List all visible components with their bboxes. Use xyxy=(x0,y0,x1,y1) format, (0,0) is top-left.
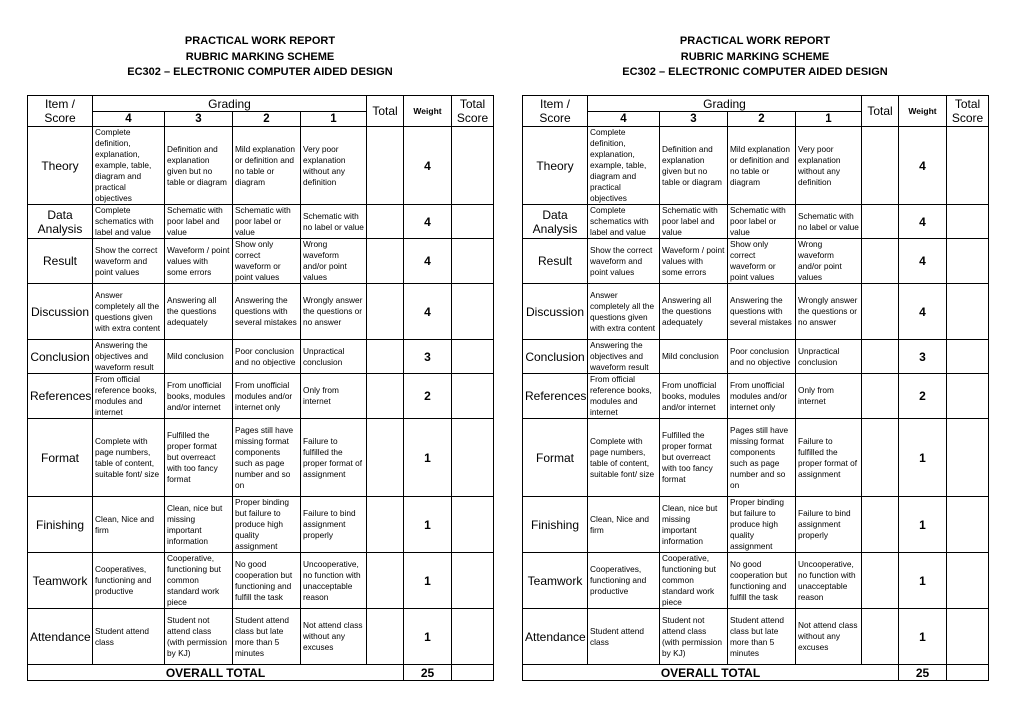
item-name: Conclusion xyxy=(28,340,93,374)
score-cell xyxy=(452,553,494,609)
table-row xyxy=(523,419,989,497)
overall-total-label: OVERALL TOTAL xyxy=(523,665,899,681)
table-row xyxy=(523,553,989,609)
criteria-c1: Not attend class without any excuses xyxy=(301,609,367,665)
total-cell xyxy=(367,284,404,340)
header-line-1: PRACTICAL WORK REPORT xyxy=(184,35,336,47)
item-name: Theory xyxy=(28,127,93,205)
criteria-c1: Failure to fulfilled the proper format of assignment xyxy=(301,419,367,497)
table-row xyxy=(523,497,989,553)
grade-level-1: 1 xyxy=(301,112,367,127)
weight-value: 4 xyxy=(899,127,947,205)
rubric-copy-left xyxy=(27,0,493,719)
item-score-line-2: Score xyxy=(44,111,76,125)
table-row xyxy=(523,374,989,419)
criteria-c2: Answering the questions with several mistakes xyxy=(728,284,796,340)
table-row xyxy=(28,127,494,205)
criteria-c2: Poor conclusion and no objective xyxy=(233,340,301,374)
criteria-c3: Waveform / point values with some errors xyxy=(165,239,233,284)
criteria-c3: Waveform / point values with some errors xyxy=(660,239,728,284)
criteria-c3: Answering all the questions adequately xyxy=(660,284,728,340)
criteria-c3: From unofficial books, modules and/or internet xyxy=(660,374,728,419)
criteria-c4: Complete definition, explanation, example, table, diagram and practical objectives xyxy=(93,127,165,205)
criteria-c2: Answering the questions with several mistakes xyxy=(233,284,301,340)
weight-value: 2 xyxy=(899,374,947,419)
item-name: References xyxy=(28,374,93,419)
item-score-header xyxy=(523,96,588,127)
weight-sum: 25 xyxy=(404,665,452,681)
criteria-c1: Only from internet xyxy=(796,374,862,419)
total-cell xyxy=(367,553,404,609)
total-cell xyxy=(862,553,899,609)
weight-value: 1 xyxy=(404,497,452,553)
criteria-c2: Poor conclusion and no objective xyxy=(728,340,796,374)
criteria-c4: Complete with page numbers, table of content, suitable font/ size xyxy=(93,419,165,497)
criteria-c1: Failure to bind assignment properly xyxy=(796,497,862,553)
overall-total-label: OVERALL TOTAL xyxy=(28,665,404,681)
item-score-header xyxy=(28,96,93,127)
criteria-c2: Show only correct waveform or point values xyxy=(728,239,796,284)
criteria-c4: From official reference books, modules and internet xyxy=(93,374,165,419)
rubric-table xyxy=(27,95,494,681)
criteria-c4: Cooperatives, functioning and productive xyxy=(588,553,660,609)
criteria-c2: Mild explanation or definition and no table or diagram xyxy=(233,127,301,205)
criteria-c3: Fulfilled the proper format but overreact with too fancy format xyxy=(660,419,728,497)
score-cell xyxy=(452,205,494,239)
total-cell xyxy=(862,497,899,553)
table-row xyxy=(28,284,494,340)
criteria-c4: Complete definition, explanation, example, table, diagram and practical objectives xyxy=(588,127,660,205)
criteria-c4: Answering the objectives and waveform result xyxy=(93,340,165,374)
item-score-line-1: Item / xyxy=(44,97,75,111)
weight-header: Weight xyxy=(899,96,947,127)
criteria-c2: Schematic with poor label or value xyxy=(728,205,796,239)
criteria-c3: Definition and explanation given but no table or diagram xyxy=(660,127,728,205)
report-header xyxy=(27,34,493,81)
grading-header: Grading xyxy=(93,96,367,112)
weight-value: 1 xyxy=(404,553,452,609)
header-line-3: EC302 – ELECTRONIC COMPUTER AIDED DESIGN xyxy=(622,66,888,78)
criteria-c1: Not attend class without any excuses xyxy=(796,609,862,665)
criteria-c1: Unpractical conclusion xyxy=(796,340,862,374)
weight-value: 1 xyxy=(899,497,947,553)
total-cell xyxy=(367,609,404,665)
total-score-line-1: Total xyxy=(954,97,981,111)
criteria-c4: Answer completely all the questions given with extra content xyxy=(588,284,660,340)
item-name: Data Analysis xyxy=(523,205,588,239)
total-cell xyxy=(862,239,899,284)
header-row xyxy=(523,96,989,112)
criteria-c4: From official reference books, modules and internet xyxy=(588,374,660,419)
weight-header: Weight xyxy=(404,96,452,127)
criteria-c1: Schematic with no label or value xyxy=(796,205,862,239)
header-line-2: RUBRIC MARKING SCHEME xyxy=(185,50,335,63)
criteria-c4: Student attend class xyxy=(93,609,165,665)
item-name: Result xyxy=(28,239,93,284)
item-score-line-1: Item / xyxy=(539,97,570,111)
table-row xyxy=(523,239,989,284)
criteria-c1: Very poor explanation without any definition xyxy=(301,127,367,205)
criteria-c4: Show the correct waveform and point values xyxy=(588,239,660,284)
grade-level-2: 2 xyxy=(728,112,796,127)
criteria-c4: Complete schematics with label and value xyxy=(93,205,165,239)
total-cell xyxy=(367,497,404,553)
table-row xyxy=(28,419,494,497)
total-score-header xyxy=(452,96,494,127)
criteria-c3: Answering all the questions adequately xyxy=(165,284,233,340)
criteria-c3: Schematic with poor label and value xyxy=(165,205,233,239)
header-line-3: EC302 – ELECTRONIC COMPUTER AIDED DESIGN xyxy=(127,66,393,78)
score-cell xyxy=(947,609,989,665)
overall-score-cell xyxy=(452,665,494,681)
criteria-c1: Uncooperative, no function with unacceptable reason xyxy=(796,553,862,609)
criteria-c4: Show the correct waveform and point values xyxy=(93,239,165,284)
criteria-c2: Mild explanation or definition and no table or diagram xyxy=(728,127,796,205)
criteria-c3: Clean, nice but missing important information xyxy=(165,497,233,553)
criteria-c1: Uncooperative, no function with unacceptable reason xyxy=(301,553,367,609)
criteria-c1: Wrong waveform and/or point values xyxy=(796,239,862,284)
grade-level-2: 2 xyxy=(233,112,301,127)
table-row xyxy=(28,340,494,374)
criteria-c1: Very poor explanation without any definition xyxy=(796,127,862,205)
table-row xyxy=(28,205,494,239)
criteria-c4: Complete with page numbers, table of content, suitable font/ size xyxy=(588,419,660,497)
header-line-2: RUBRIC MARKING SCHEME xyxy=(680,50,830,63)
total-score-line-2: Score xyxy=(456,111,489,125)
weight-value: 3 xyxy=(899,340,947,374)
criteria-c3: Mild conclusion xyxy=(165,340,233,374)
table-row xyxy=(523,340,989,374)
weight-value: 4 xyxy=(404,239,452,284)
weight-value: 4 xyxy=(404,127,452,205)
rubric-copy-right xyxy=(522,0,988,719)
criteria-c4: Answering the objectives and waveform result xyxy=(588,340,660,374)
criteria-c3: Fulfilled the proper format but overreact with too fancy format xyxy=(165,419,233,497)
item-name: Result xyxy=(523,239,588,284)
table-row xyxy=(28,609,494,665)
grade-level-3: 3 xyxy=(165,112,233,127)
header-line-1: PRACTICAL WORK REPORT xyxy=(679,35,831,47)
score-cell xyxy=(947,497,989,553)
criteria-c2: No good cooperation but functioning and fulfill the task xyxy=(233,553,301,609)
item-name: Conclusion xyxy=(523,340,588,374)
criteria-c3: Student not attend class (with permission by KJ) xyxy=(660,609,728,665)
total-header: Total xyxy=(367,96,404,127)
score-cell xyxy=(947,419,989,497)
table-row xyxy=(28,497,494,553)
grade-level-4: 4 xyxy=(588,112,660,127)
total-score-line-1: Total xyxy=(459,97,486,111)
total-cell xyxy=(367,127,404,205)
table-row xyxy=(28,553,494,609)
item-name: Data Analysis xyxy=(28,205,93,239)
weight-value: 1 xyxy=(899,553,947,609)
criteria-c3: Clean, nice but missing important information xyxy=(660,497,728,553)
criteria-c1: Failure to fulfilled the proper format of assignment xyxy=(796,419,862,497)
score-cell xyxy=(947,374,989,419)
total-cell xyxy=(862,340,899,374)
criteria-c3: From unofficial books, modules and/or internet xyxy=(165,374,233,419)
score-cell xyxy=(452,497,494,553)
criteria-c1: Schematic with no label or value xyxy=(301,205,367,239)
grade-level-1: 1 xyxy=(796,112,862,127)
weight-value: 4 xyxy=(899,205,947,239)
criteria-c2: Pages still have missing format components such as page number and so on xyxy=(233,419,301,497)
item-name: Finishing xyxy=(523,497,588,553)
score-cell xyxy=(947,205,989,239)
overall-total-row xyxy=(523,665,989,681)
overall-total-row xyxy=(28,665,494,681)
score-cell xyxy=(947,127,989,205)
score-cell xyxy=(452,239,494,284)
score-cell xyxy=(947,340,989,374)
item-name: Attendance xyxy=(523,609,588,665)
item-name: Attendance xyxy=(28,609,93,665)
weight-value: 1 xyxy=(899,419,947,497)
criteria-c2: Proper binding but failure to produce high quality assignment xyxy=(728,497,796,553)
criteria-c2: Proper binding but failure to produce high quality assignment xyxy=(233,497,301,553)
table-row xyxy=(523,127,989,205)
criteria-c4: Clean, Nice and firm xyxy=(588,497,660,553)
table-row xyxy=(28,374,494,419)
criteria-c1: Wrong waveform and/or point values xyxy=(301,239,367,284)
item-score-line-2: Score xyxy=(539,111,571,125)
criteria-c2: Student attend class but late more than 5 minutes xyxy=(728,609,796,665)
criteria-c2: Show only correct waveform or point values xyxy=(233,239,301,284)
criteria-c3: Student not attend class (with permission by KJ) xyxy=(165,609,233,665)
criteria-c2: Student attend class but late more than 5 minutes xyxy=(233,609,301,665)
criteria-c2: Pages still have missing format components such as page number and so on xyxy=(728,419,796,497)
score-cell xyxy=(947,553,989,609)
criteria-c1: Failure to bind assignment properly xyxy=(301,497,367,553)
criteria-c1: Unpractical conclusion xyxy=(301,340,367,374)
criteria-c4: Complete schematics with label and value xyxy=(588,205,660,239)
item-name: Finishing xyxy=(28,497,93,553)
table-row xyxy=(523,205,989,239)
table-row xyxy=(523,284,989,340)
criteria-c2: From unofficial modules and/or internet only xyxy=(728,374,796,419)
criteria-c2: No good cooperation but functioning and fulfill the task xyxy=(728,553,796,609)
total-cell xyxy=(862,609,899,665)
weight-value: 4 xyxy=(404,205,452,239)
criteria-c1: Only from internet xyxy=(301,374,367,419)
score-cell xyxy=(452,419,494,497)
total-cell xyxy=(862,205,899,239)
item-name: Discussion xyxy=(28,284,93,340)
criteria-c3: Cooperative, functioning but common standard work piece xyxy=(165,553,233,609)
criteria-c4: Student attend class xyxy=(588,609,660,665)
item-name: Teamwork xyxy=(523,553,588,609)
criteria-c2: Schematic with poor label or value xyxy=(233,205,301,239)
weight-sum: 25 xyxy=(899,665,947,681)
header-row xyxy=(28,96,494,112)
score-cell xyxy=(947,239,989,284)
weight-value: 4 xyxy=(899,239,947,284)
total-cell xyxy=(862,127,899,205)
criteria-c3: Cooperative, functioning but common standard work piece xyxy=(660,553,728,609)
grading-header: Grading xyxy=(588,96,862,112)
total-cell xyxy=(367,340,404,374)
table-row xyxy=(523,609,989,665)
criteria-c3: Mild conclusion xyxy=(660,340,728,374)
item-name: Format xyxy=(28,419,93,497)
criteria-c1: Wrongly answer the questions or no answer xyxy=(301,284,367,340)
total-score-line-2: Score xyxy=(951,111,984,125)
total-cell xyxy=(367,205,404,239)
total-cell xyxy=(862,374,899,419)
criteria-c2: From unofficial modules and/or internet only xyxy=(233,374,301,419)
weight-value: 1 xyxy=(404,419,452,497)
criteria-c3: Schematic with poor label and value xyxy=(660,205,728,239)
overall-score-cell xyxy=(947,665,989,681)
total-score-header xyxy=(947,96,989,127)
score-cell xyxy=(452,127,494,205)
weight-value: 1 xyxy=(404,609,452,665)
item-name: Format xyxy=(523,419,588,497)
total-cell xyxy=(367,239,404,284)
score-cell xyxy=(452,609,494,665)
criteria-c4: Clean, Nice and firm xyxy=(93,497,165,553)
total-header: Total xyxy=(862,96,899,127)
weight-value: 2 xyxy=(404,374,452,419)
item-name: Teamwork xyxy=(28,553,93,609)
weight-value: 3 xyxy=(404,340,452,374)
item-name: Theory xyxy=(523,127,588,205)
criteria-c4: Answer completely all the questions given with extra content xyxy=(93,284,165,340)
score-cell xyxy=(947,284,989,340)
table-row xyxy=(28,239,494,284)
rubric-table xyxy=(522,95,989,681)
grade-level-3: 3 xyxy=(660,112,728,127)
total-cell xyxy=(367,374,404,419)
criteria-c3: Definition and explanation given but no table or diagram xyxy=(165,127,233,205)
score-cell xyxy=(452,284,494,340)
weight-value: 4 xyxy=(404,284,452,340)
total-cell xyxy=(862,284,899,340)
criteria-c4: Cooperatives, functioning and productive xyxy=(93,553,165,609)
item-name: References xyxy=(523,374,588,419)
report-header xyxy=(522,34,988,81)
criteria-c1: Wrongly answer the questions or no answer xyxy=(796,284,862,340)
grade-level-4: 4 xyxy=(93,112,165,127)
score-cell xyxy=(452,374,494,419)
weight-value: 1 xyxy=(899,609,947,665)
total-cell xyxy=(367,419,404,497)
item-name: Discussion xyxy=(523,284,588,340)
total-cell xyxy=(862,419,899,497)
score-cell xyxy=(452,340,494,374)
weight-value: 4 xyxy=(899,284,947,340)
